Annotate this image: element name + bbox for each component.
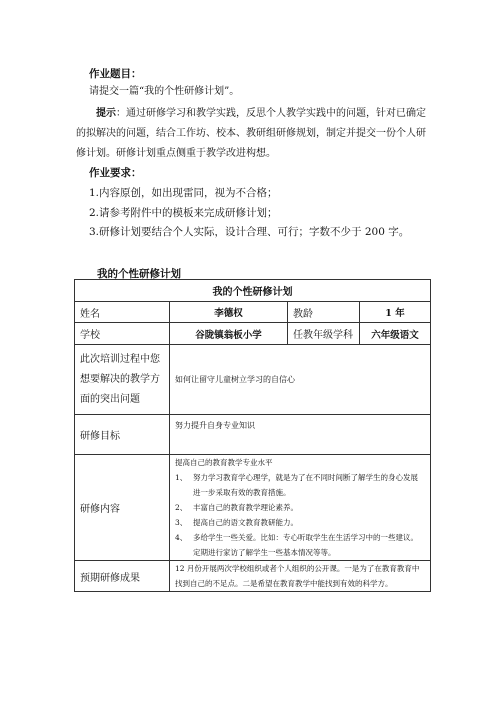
table-title: 我的个性研修计划	[75, 280, 431, 302]
name-value: 李德权	[170, 302, 288, 323]
plan-heading: 我的个性研修计划	[97, 268, 181, 280]
content-intro: 提高自己的教育教学专业水平	[175, 458, 273, 467]
hint-label: 提示	[96, 108, 116, 119]
content-item-text: 努力学习教育学心理学，就是为了在不同时间断了解学生的身心发展进一步采取有效的教育措施。	[193, 473, 418, 497]
content-item-text: 丰富自己的教育教学理论素养。	[193, 503, 298, 512]
table-title-row	[75, 280, 431, 302]
grade-subject-value: 六年级语文	[360, 323, 431, 345]
goal-value: 努力提升自身专业知识	[170, 415, 431, 455]
goal-label: 研修目标	[75, 415, 170, 455]
table-row	[75, 323, 431, 345]
content-item-num: 2、	[175, 503, 188, 512]
requirement-item: 1.内容原创，如出现雷同，视为不合格；	[89, 187, 278, 199]
table-row	[75, 455, 431, 561]
requirement-item: 3.研修计划要结合个人实际，设计合理、可行；字数不少于 200 字。	[89, 226, 410, 238]
content-item	[175, 500, 425, 515]
assignment-title: 作业题目：	[89, 68, 142, 80]
assignment-prompt: 请提交一篇“我的个性研修计划”。	[89, 86, 240, 97]
content-item	[175, 470, 425, 500]
content-item-text: 提高自己的语文教育教研能力。	[193, 518, 298, 527]
content-item	[175, 530, 425, 560]
school-value: 谷陇镇翁板小学	[170, 323, 288, 345]
teaching-age-label: 教龄	[288, 302, 360, 323]
table-row	[75, 561, 431, 592]
plan-table	[74, 279, 431, 592]
problem-value: 如何让留守儿童树立学习的自信心	[170, 345, 431, 415]
table-row	[75, 345, 431, 415]
grade-subject-label: 任教年级学科	[288, 323, 360, 345]
content-value	[170, 455, 431, 561]
teaching-age-value: 1 年	[360, 302, 431, 323]
content-label: 研修内容	[75, 455, 170, 561]
assignment-hint	[76, 104, 428, 164]
requirements-title: 作业要求：	[89, 167, 142, 179]
content-item-text: 多给学生一些关爱。比如：专心听取学生在生活学习中的一些建议。定期进行家访了解学生一些基本情况等等。	[193, 533, 418, 557]
table-row	[75, 415, 431, 455]
content-item	[175, 515, 425, 530]
table-row	[75, 302, 431, 323]
content-item-num: 1、	[175, 473, 188, 482]
expected-label: 预期研修成果	[75, 561, 170, 592]
hint-text: ：通过研修学习和教学实践，反思个人教学实践中的问题，针对已确定的拟解决的问题，结合工作坊、校本、教研组研修规划，制定并提交一份个人研修计划。研修计划重点侧重于教学改进构想。	[76, 108, 426, 159]
expected-value: 12 月份开展两次学校组织或者个人组织的公开课。一是为了在教育教育中找到自己的不足点。二是希望在教育教学中能找到有效的科学方。	[170, 561, 431, 592]
content-item-num: 3、	[175, 518, 188, 527]
requirement-item: 2.请参考附件中的模板来完成研修计划；	[89, 207, 278, 219]
content-item-num: 4、	[175, 533, 188, 542]
school-label: 学校	[75, 323, 170, 345]
name-label: 姓名	[75, 302, 170, 323]
problem-label: 此次培训过程中您想要解决的教学方面的突出问题	[75, 345, 170, 415]
